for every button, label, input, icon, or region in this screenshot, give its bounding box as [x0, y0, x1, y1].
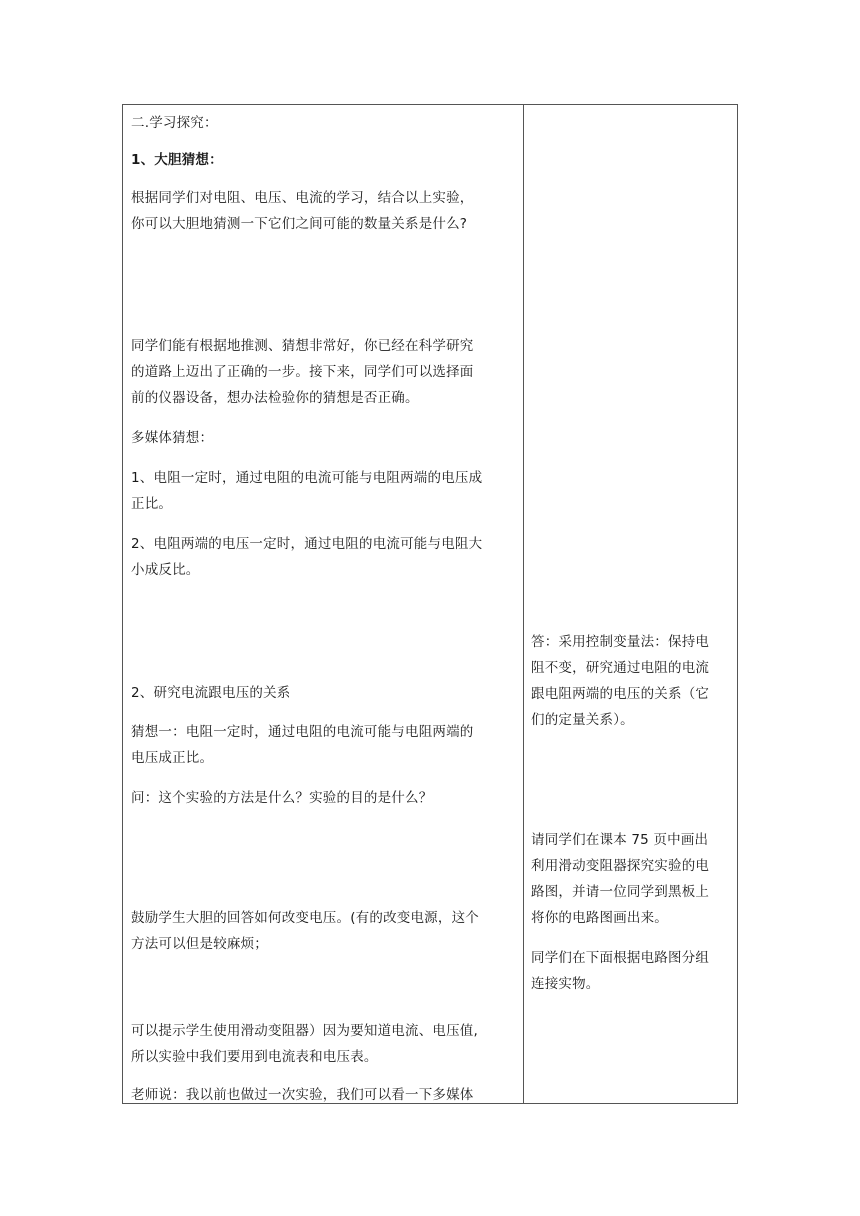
paragraph-line: 同学们能有根据地推测、猜想非常好，你已经在科学研究: [131, 338, 474, 354]
column-divider: [523, 105, 524, 1103]
instruction-line: 利用滑动变阻器探究实验的电: [531, 858, 710, 874]
section-heading: 二.学习探究：: [131, 115, 218, 131]
paragraph-line: 鼓励学生大胆的回答如何改变电压。(有的改变电源，这个: [131, 910, 479, 926]
answer-line: 答：采用控制变量法：保持电: [531, 634, 710, 650]
paragraph-line: 老师说：我以前也做过一次实验，我们可以看一下多媒体: [131, 1087, 474, 1103]
paragraph-line: 可以提示学生使用滑动变阻器）因为要知道电流、电压值,: [131, 1023, 478, 1039]
paragraph-line: 所以实验中我们要用到电流表和电压表。: [131, 1049, 378, 1065]
instruction-line: 连接实物。: [531, 976, 600, 992]
lesson-table: [122, 104, 738, 1104]
paragraph-line: 前的仪器设备，想办法检验你的猜想是否正确。: [131, 390, 419, 406]
paragraph-line: 2、电阻两端的电压一定时，通过电阻的电流可能与电阻大: [131, 536, 483, 552]
paragraph-line: 根据同学们对电阻、电压、电流的学习，结合以上实验，: [131, 190, 474, 206]
paragraph-line: 方法可以但是较麻烦；: [131, 936, 268, 952]
answer-line: 们的定量关系）。: [531, 712, 634, 728]
answer-line: 跟电阻两端的电压的关系（它: [531, 686, 710, 702]
instruction-line: 同学们在下面根据电路图分组: [531, 950, 710, 966]
paragraph-line: 1、电阻一定时，通过电阻的电流可能与电阻两端的电压成: [131, 470, 483, 486]
answer-line: 阻不变，研究通过电阻的电流: [531, 660, 710, 676]
paragraph-line: 问：这个实验的方法是什么？实验的目的是什么？: [131, 790, 433, 806]
instruction-line: 请同学们在课本 75 页中画出: [531, 832, 709, 848]
paragraph-line: 多媒体猜想：: [131, 430, 214, 446]
paragraph-line: 猜想一：电阻一定时，通过电阻的电流可能与电阻两端的: [131, 724, 474, 740]
paragraph-line: 你可以大胆地猜测一下它们之间可能的数量关系是什么?: [131, 216, 468, 232]
subheading-bold-guess: 1、大胆猜想：: [131, 152, 223, 168]
instruction-line: 路图，并请一位同学到黑板上: [531, 884, 710, 900]
paragraph-line: 电压成正比。: [131, 750, 214, 766]
paragraph-line: 小成反比。: [131, 562, 200, 578]
subheading-current-voltage: 2、研究电流跟电压的关系: [131, 685, 291, 701]
paragraph-line: 正比。: [131, 496, 173, 512]
instruction-line: 将你的电路图画出来。: [531, 910, 668, 926]
paragraph-line: 的道路上迈出了正确的一步。接下来，同学们可以选择面: [131, 364, 474, 380]
